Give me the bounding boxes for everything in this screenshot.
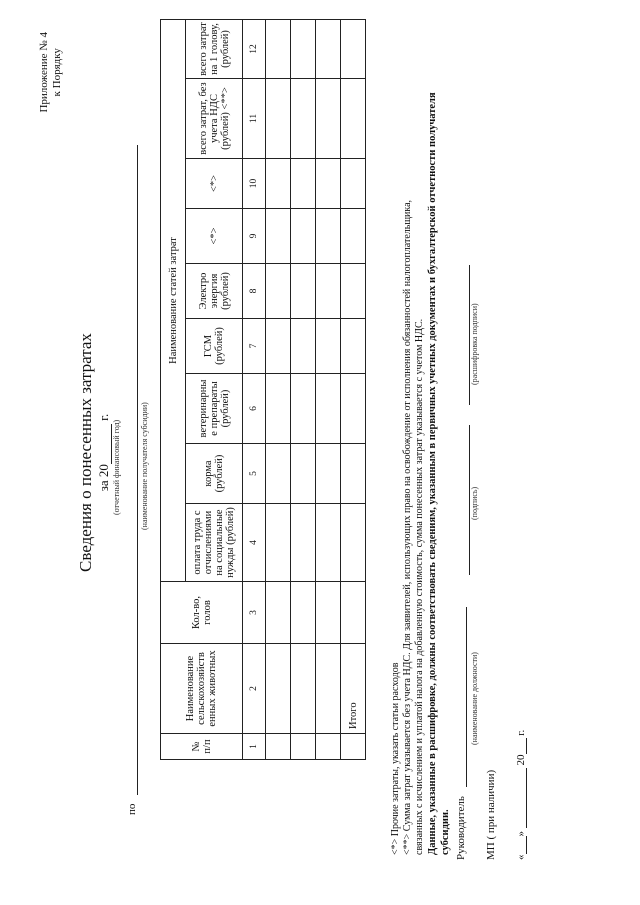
header-quantity: Кол-во, голов xyxy=(161,582,243,644)
date-year-blank xyxy=(526,739,527,755)
signature-line xyxy=(455,425,470,575)
header-total-no-vat: всего затрат, без учета НДС (рублей) <**> xyxy=(186,79,243,159)
po-label: по xyxy=(126,803,138,815)
col-number: 2 xyxy=(243,644,266,734)
header-other-1: <*> xyxy=(186,209,243,264)
date-month-blank xyxy=(526,768,527,828)
signature-head-row xyxy=(455,607,467,860)
header-no: № п/п xyxy=(161,734,243,760)
table-row xyxy=(266,19,291,759)
header-cost-group: Наименование статей затрат xyxy=(161,19,186,581)
table-row xyxy=(316,19,341,759)
col-number: 8 xyxy=(243,264,266,319)
header-fuel: ГСМ (рублей) xyxy=(186,319,243,374)
col-number: 12 xyxy=(243,19,266,78)
date-close-quote: » xyxy=(515,831,527,837)
stamp-note: МП ( при наличии) xyxy=(485,769,497,860)
head-label: Руководитель xyxy=(455,796,467,860)
col-number: 7 xyxy=(243,319,266,374)
header-animal-name: Наименование сельскохозяйств енных животных xyxy=(161,644,243,734)
col-number: 9 xyxy=(243,209,266,264)
data-consistency-note: Данные, указанные в расшифровке, должны соответствовать сведениям, указанным в первичных учетных документах и бухгалтерской отчетности получателя субсидии. xyxy=(427,92,451,855)
total-label: Итого xyxy=(341,644,366,734)
col-number: 3 xyxy=(243,582,266,644)
footnote-other-costs: <*> Прочие затраты, указать статьи расходов xyxy=(390,662,401,855)
recipient-line xyxy=(137,145,138,795)
table-row xyxy=(291,19,316,759)
col-number: 1 xyxy=(243,734,266,760)
recipient-hint: (наименование получателя субсидии) xyxy=(140,402,149,530)
header-vet: ветеринарны е препараты (рублей) xyxy=(186,374,243,444)
position-hint: (наименование должности) xyxy=(470,652,479,745)
footnote-vat-2: связанных с исчислением и уплатой налога на добавленную стоимость, сумма понесенных затрат указывается с учетом НДС. xyxy=(414,318,425,855)
header-electricity: Электро энергия (рублей) xyxy=(186,264,243,319)
appendix-line-1: Приложение № 4 xyxy=(38,32,50,113)
period-hint: (отчетный финансовый год) xyxy=(112,419,121,515)
period-twenty: 20 xyxy=(96,464,111,478)
page-title: Сведения о понесенных затратах xyxy=(76,333,95,572)
period-za: за xyxy=(96,480,111,492)
date-g: г. xyxy=(515,729,527,736)
header-total-per-head: всего затрат на 1 голову, (рублей) xyxy=(186,19,243,78)
period-g: г. xyxy=(96,413,111,421)
signature-hint: (подпись) xyxy=(470,486,479,520)
col-number: 4 xyxy=(243,504,266,582)
decode-hint: (расшифровка подписи) xyxy=(470,303,479,385)
costs-table xyxy=(160,19,366,760)
position-line xyxy=(466,607,467,787)
header-feed: корма (рублей) xyxy=(186,444,243,504)
header-labor: оплата труда с отчислениями на социальные нужды (рублей) xyxy=(186,504,243,582)
col-number: 6 xyxy=(243,374,266,444)
date-row xyxy=(515,730,527,860)
total-row xyxy=(341,19,366,759)
date-day-blank xyxy=(526,837,527,855)
reporting-period xyxy=(96,0,112,905)
date-twenty: 20 xyxy=(515,754,527,766)
col-number: 11 xyxy=(243,79,266,159)
header-other-2: <*> xyxy=(186,159,243,209)
appendix-note xyxy=(38,32,64,113)
appendix-line-2: к Порядку xyxy=(51,48,63,97)
col-number: 10 xyxy=(243,159,266,209)
decode-line xyxy=(455,265,470,405)
footnotes xyxy=(390,55,452,855)
col-number: 5 xyxy=(243,444,266,504)
footnote-vat-1: <**> Сумма затрат указывается без учета НДС. Для заявителей, использующих право на освобождение от исполнения обязанностей налогоплательщика, xyxy=(402,199,413,855)
date-open-quote: « xyxy=(515,854,527,860)
